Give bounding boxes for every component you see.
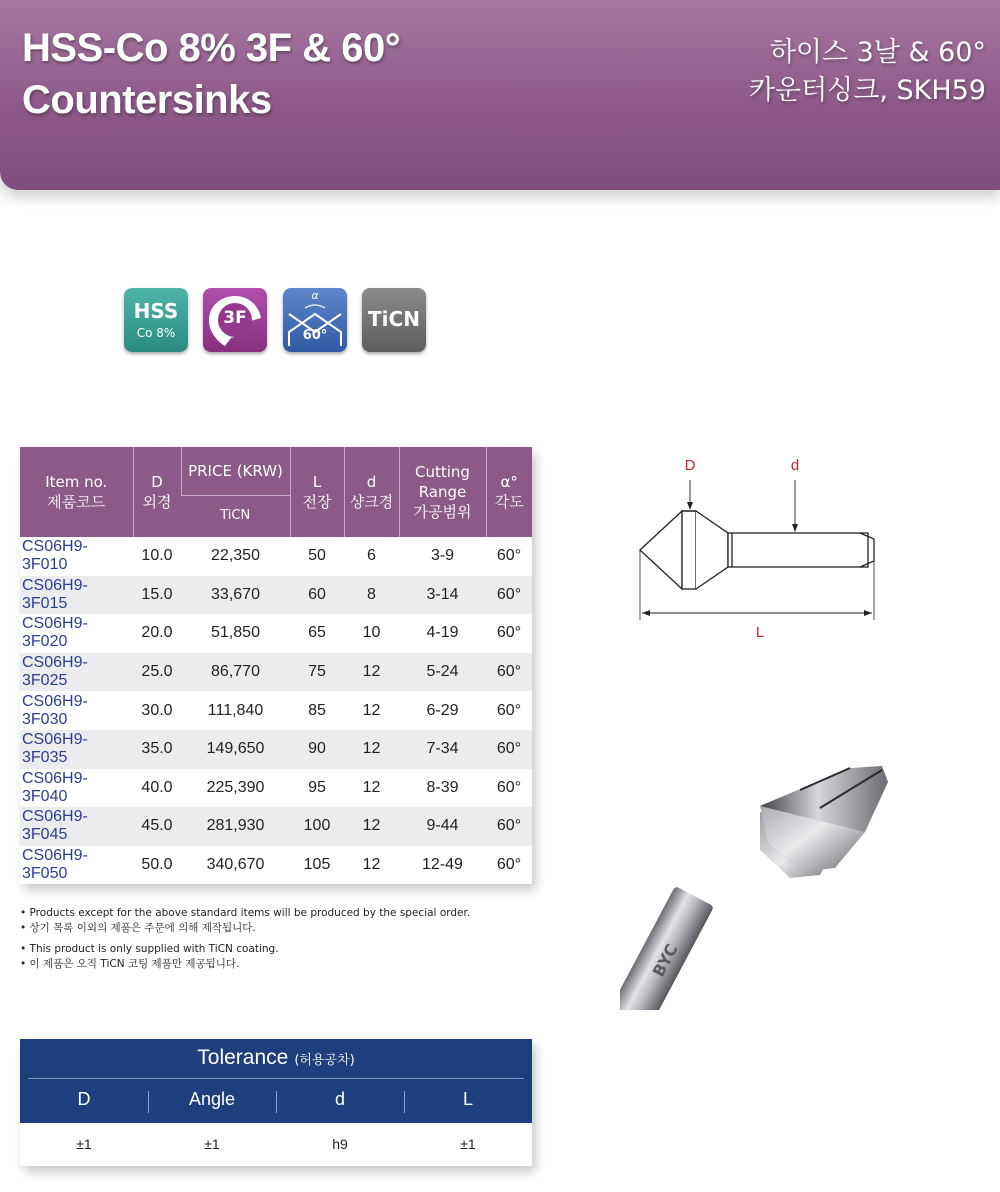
- cell-range: 3-14: [399, 576, 486, 615]
- col-shank: d 샹크경: [344, 447, 399, 537]
- cell-code: CS06H9-3F025: [20, 653, 133, 692]
- note-2: • 상기 목록 이외의 제품은 주문에 의해 제작됩니다.: [20, 922, 256, 934]
- spec-table: [20, 447, 532, 884]
- notes: [20, 906, 470, 972]
- title-line-1: HSS-Co 8% 3F & 60°: [22, 26, 401, 70]
- cell-d: 10.0: [133, 537, 181, 576]
- tolerance-col-shank: d: [334, 1089, 345, 1109]
- cell-angle: 60°: [486, 807, 532, 846]
- col-d-outer: D 외경: [133, 447, 181, 537]
- ticn-coating-icon: [362, 288, 426, 352]
- angle-icon: [283, 288, 347, 352]
- cell-d: 15.0: [133, 576, 181, 615]
- cell-code: CS06H9-3F040: [20, 769, 133, 808]
- hss-material-icon: [124, 288, 188, 352]
- header-banner: [0, 0, 1000, 190]
- flute-label: 3F: [223, 308, 247, 328]
- cell-range: 6-29: [399, 691, 486, 730]
- cell-d: 50.0: [133, 846, 181, 885]
- cell-l: 105: [290, 846, 344, 885]
- cell-range: 8-39: [399, 769, 486, 808]
- cell-price: 225,390: [181, 769, 290, 808]
- cell-angle: 60°: [486, 614, 532, 653]
- cell-d: 20.0: [133, 614, 181, 653]
- cell-angle: 60°: [486, 576, 532, 615]
- cell-range: 9-44: [399, 807, 486, 846]
- col-length: L 전장: [290, 447, 344, 537]
- cell-angle: 60°: [486, 653, 532, 692]
- product-photo: [620, 760, 900, 1010]
- alpha-label: α: [311, 289, 319, 302]
- dimension-diagram: [620, 450, 890, 650]
- cell-angle: 60°: [486, 846, 532, 885]
- tolerance-header: [20, 1039, 532, 1123]
- cell-price: 86,770: [181, 653, 290, 692]
- tolerance-val-shank: h9: [332, 1136, 348, 1152]
- brand-mark: BYC: [648, 940, 682, 980]
- cell-l: 75: [290, 653, 344, 692]
- col-price: PRICE (KRW): [181, 447, 290, 495]
- angle-value-label: 60°: [302, 328, 328, 343]
- cell-price: 281,930: [181, 807, 290, 846]
- cell-d: 12: [344, 807, 399, 846]
- cell-d: 8: [344, 576, 399, 615]
- cell-range: 7-34: [399, 730, 486, 769]
- cell-l: 100: [290, 807, 344, 846]
- cell-range: 12-49: [399, 846, 486, 885]
- cell-code: CS06H9-3F020: [20, 614, 133, 653]
- hss-label: HSS: [133, 299, 179, 323]
- tolerance-val-d: ±1: [76, 1136, 92, 1152]
- page-subtitle: [749, 34, 986, 110]
- label-d-outer: D: [684, 457, 696, 474]
- note-1: • Products except for the above standard items will be produced by the special order.: [20, 907, 471, 919]
- cell-angle: 60°: [486, 537, 532, 576]
- cell-price: 51,850: [181, 614, 290, 653]
- table-row: [20, 730, 532, 769]
- cell-d: 12: [344, 769, 399, 808]
- cell-d: 30.0: [133, 691, 181, 730]
- col-item-no: Item no. 제품코드: [20, 447, 133, 537]
- tolerance-col-length: L: [462, 1089, 473, 1109]
- cell-angle: 60°: [486, 730, 532, 769]
- title-line-2: Countersinks: [22, 78, 272, 122]
- cell-price: 149,650: [181, 730, 290, 769]
- cell-d: 25.0: [133, 653, 181, 692]
- divider: [28, 1078, 524, 1079]
- cell-code: CS06H9-3F050: [20, 846, 133, 885]
- cell-range: 5-24: [399, 653, 486, 692]
- cell-range: 4-19: [399, 614, 486, 653]
- tolerance-val-length: ±1: [460, 1136, 476, 1152]
- cell-code: CS06H9-3F010: [20, 537, 133, 576]
- coating-label: TiCN: [368, 307, 420, 331]
- tolerance-val-angle: ±1: [204, 1136, 220, 1152]
- cobalt-label: Co 8%: [136, 326, 176, 340]
- table-row: [20, 653, 532, 692]
- cell-code: CS06H9-3F030: [20, 691, 133, 730]
- note-4: • 이 제품은 오직 TiCN 코팅 제품만 제공됩니다.: [20, 958, 240, 970]
- cell-l: 90: [290, 730, 344, 769]
- cell-price: 33,670: [181, 576, 290, 615]
- col-angle: α° 각도: [486, 447, 532, 537]
- table-row: [20, 614, 532, 653]
- cell-range: 3-9: [399, 537, 486, 576]
- cell-angle: 60°: [486, 691, 532, 730]
- note-3: • This product is only supplied with TiCN coating.: [20, 943, 279, 955]
- cell-d: 35.0: [133, 730, 181, 769]
- cell-d: 12: [344, 730, 399, 769]
- table-row: [20, 691, 532, 730]
- table-row: [20, 769, 532, 808]
- cell-price: 340,670: [181, 846, 290, 885]
- table-row: [20, 846, 532, 885]
- label-shank: d: [790, 457, 800, 474]
- cell-l: 65: [290, 614, 344, 653]
- cell-code: CS06H9-3F045: [20, 807, 133, 846]
- cell-l: 95: [290, 769, 344, 808]
- table-row: [20, 807, 532, 846]
- tolerance-table: [20, 1039, 532, 1166]
- cell-price: 22,350: [181, 537, 290, 576]
- cell-code: CS06H9-3F015: [20, 576, 133, 615]
- table-row: [20, 537, 532, 576]
- cell-d: 12: [344, 691, 399, 730]
- subtitle-line-1: 하이스 3날 & 60°: [769, 37, 986, 68]
- col-price-ticn: TiCN: [181, 495, 290, 537]
- cell-d: 6: [344, 537, 399, 576]
- cell-d: 45.0: [133, 807, 181, 846]
- cell-price: 111,840: [181, 691, 290, 730]
- page-title: [22, 22, 400, 126]
- cell-d: 12: [344, 653, 399, 692]
- cell-code: CS06H9-3F035: [20, 730, 133, 769]
- cell-l: 60: [290, 576, 344, 615]
- cell-d: 12: [344, 846, 399, 885]
- label-length: L: [755, 624, 765, 641]
- cell-angle: 60°: [486, 769, 532, 808]
- cell-l: 50: [290, 537, 344, 576]
- three-flute-icon: [203, 288, 267, 352]
- tolerance-title: Tolerance (허용공차): [197, 1046, 355, 1069]
- cell-d: 40.0: [133, 769, 181, 808]
- cell-l: 85: [290, 691, 344, 730]
- col-cutting-range: Cutting Range 가공범위: [399, 447, 486, 537]
- tolerance-col-d: D: [77, 1089, 91, 1109]
- subtitle-line-2: 카운터싱크, SKH59: [748, 75, 986, 106]
- table-row: [20, 576, 532, 615]
- tolerance-col-angle: Angle: [188, 1089, 236, 1109]
- cell-d: 10: [344, 614, 399, 653]
